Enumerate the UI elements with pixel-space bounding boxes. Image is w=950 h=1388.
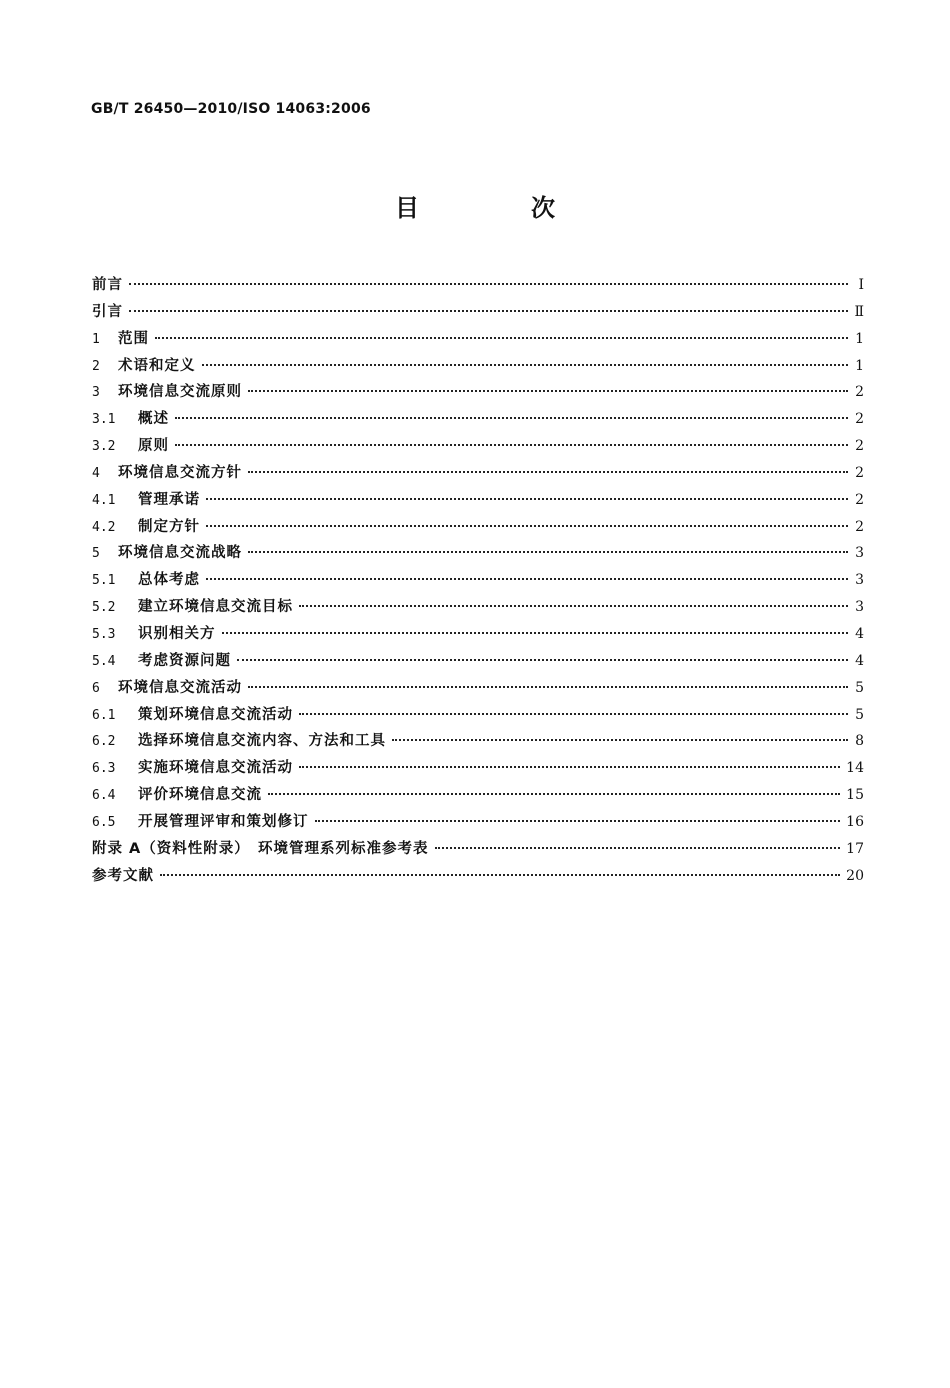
- toc-page-number: 8: [855, 733, 864, 750]
- toc-entry[interactable]: [92, 406, 864, 433]
- toc-page-number: 5: [855, 679, 864, 696]
- toc-page-number: 15: [846, 787, 864, 804]
- toc-section-title: 参考文献: [92, 867, 154, 884]
- toc-dot-leader: [175, 444, 848, 446]
- toc-entry-label: [92, 782, 262, 810]
- toc-entry-label: [92, 863, 154, 890]
- toc-entry-label: [92, 728, 386, 756]
- toc-section-title: 考虑资源问题: [138, 652, 231, 669]
- toc-section-title: 环境信息交流活动: [118, 679, 242, 696]
- toc-section-title: 概述: [138, 411, 169, 428]
- toc-dot-leader: [222, 632, 849, 634]
- toc-entry-label: [92, 379, 242, 407]
- toc-entry[interactable]: [92, 702, 864, 729]
- toc-page-number: 1: [855, 330, 864, 347]
- toc-section-title: 环境信息交流战略: [118, 545, 242, 562]
- toc-section-title: 识别相关方: [138, 625, 216, 642]
- toc-entry[interactable]: [92, 379, 864, 406]
- toc-page-number: 2: [855, 491, 864, 508]
- toc-section-title: 环境信息交流原则: [118, 384, 242, 401]
- toc-section-title: 策划环境信息交流活动: [138, 706, 293, 723]
- toc-dot-leader: [248, 471, 848, 473]
- toc-entry-label: [92, 621, 216, 649]
- toc-entry[interactable]: [92, 487, 864, 514]
- toc-entry[interactable]: [92, 353, 864, 380]
- toc-section-number: 1: [92, 331, 100, 347]
- toc-entry-label: [92, 648, 231, 676]
- toc-section-number: 6.4: [92, 788, 116, 804]
- toc-section-number: 3.2: [92, 439, 116, 455]
- toc-page-number: 3: [855, 545, 864, 562]
- toc-page-number: Ⅱ: [854, 303, 864, 320]
- toc-entry[interactable]: [92, 782, 864, 809]
- toc-section-number: 5.2: [92, 600, 116, 616]
- table-of-contents: [92, 272, 864, 889]
- toc-dot-leader: [248, 390, 848, 392]
- toc-section-title: 制定方针: [138, 518, 200, 535]
- toc-section-number: 5.4: [92, 653, 116, 669]
- toc-dot-leader: [237, 659, 848, 661]
- toc-entry[interactable]: [92, 728, 864, 755]
- toc-section-number: 5.3: [92, 626, 116, 642]
- toc-dot-leader: [175, 417, 848, 419]
- toc-entry-label: [92, 299, 123, 326]
- toc-section-title: 选择环境信息交流内容、方法和工具: [138, 733, 386, 750]
- toc-section-number: 6.2: [92, 734, 116, 750]
- toc-page-number: 20: [846, 867, 864, 884]
- toc-entry-label: [92, 836, 429, 863]
- toc-section-number: 6: [92, 680, 100, 696]
- toc-entry-label: [92, 460, 242, 488]
- toc-section-number: 6.1: [92, 707, 116, 723]
- toc-section-title: 实施环境信息交流活动: [138, 760, 293, 777]
- toc-page-number: 2: [855, 438, 864, 455]
- toc-entry-label: [92, 567, 200, 595]
- toc-page-number: 2: [855, 464, 864, 481]
- toc-entry-label: [92, 702, 293, 730]
- toc-section-title: 引言: [92, 303, 123, 320]
- toc-entry[interactable]: [92, 299, 864, 326]
- toc-section-number: 5: [92, 546, 100, 562]
- toc-dot-leader: [299, 713, 848, 715]
- toc-entry[interactable]: [92, 433, 864, 460]
- toc-page-number: Ⅰ: [858, 277, 864, 293]
- toc-page-number: 5: [855, 706, 864, 723]
- toc-section-number: 5.1: [92, 573, 116, 589]
- toc-dot-leader: [268, 793, 840, 795]
- toc-entry-label: [92, 675, 242, 703]
- toc-page-number: 2: [855, 384, 864, 401]
- toc-entry-label: [92, 353, 196, 381]
- toc-section-title: 评价环境信息交流: [138, 787, 262, 804]
- toc-section-number: 4: [92, 465, 100, 481]
- toc-dot-leader: [202, 364, 849, 366]
- toc-entry[interactable]: [92, 594, 864, 621]
- toc-page-number: 14: [846, 760, 864, 777]
- toc-entry-label: [92, 326, 149, 354]
- toc-section-title: 开展管理评审和策划修订: [138, 813, 309, 830]
- toc-dot-leader: [299, 766, 840, 768]
- toc-entry-label: [92, 755, 293, 783]
- toc-section-title: 原则: [138, 438, 169, 455]
- toc-dot-leader: [206, 498, 848, 500]
- toc-dot-leader: [206, 525, 848, 527]
- standard-number-header: GB/T 26450—2010/ISO 14063:2006: [91, 101, 371, 117]
- toc-page-number: 3: [855, 599, 864, 616]
- toc-dot-leader: [248, 551, 848, 553]
- toc-dot-leader: [248, 686, 848, 688]
- toc-section-title: 环境信息交流方针: [118, 464, 242, 481]
- toc-section-number: 2: [92, 358, 100, 374]
- toc-dot-leader: [155, 337, 848, 339]
- toc-entry-label: [92, 433, 169, 461]
- toc-section-number: 6.5: [92, 814, 116, 830]
- toc-entry[interactable]: [92, 648, 864, 675]
- toc-page-number: 2: [855, 411, 864, 428]
- toc-dot-leader: [160, 874, 840, 876]
- toc-entry[interactable]: [92, 514, 864, 541]
- toc-entry-label: [92, 809, 309, 837]
- toc-dot-leader: [435, 847, 841, 849]
- toc-page-number: 16: [846, 813, 864, 830]
- toc-dot-leader: [392, 739, 848, 741]
- toc-page-number: 3: [855, 572, 864, 589]
- toc-entry[interactable]: [92, 272, 864, 299]
- toc-section-number: 6.3: [92, 761, 116, 777]
- toc-entry-label: [92, 540, 242, 568]
- toc-page-number: 17: [846, 840, 864, 857]
- toc-section-title: 附录 A（资料性附录） 环境管理系列标准参考表: [92, 840, 429, 857]
- toc-section-number: 4.2: [92, 519, 116, 535]
- toc-page-number: 4: [855, 625, 864, 642]
- toc-dot-leader: [129, 283, 848, 285]
- toc-entry[interactable]: [92, 755, 864, 782]
- toc-entry[interactable]: [92, 836, 864, 863]
- toc-entry[interactable]: [92, 809, 864, 836]
- toc-entry[interactable]: [92, 675, 864, 702]
- toc-entry[interactable]: [92, 540, 864, 567]
- toc-section-number: 4.1: [92, 492, 116, 508]
- toc-entry-label: [92, 487, 200, 515]
- toc-dot-leader: [299, 605, 848, 607]
- toc-section-title: 建立环境信息交流目标: [138, 599, 293, 616]
- toc-section-title: 管理承诺: [138, 491, 200, 508]
- toc-page-number: 1: [855, 357, 864, 374]
- toc-entry[interactable]: [92, 326, 864, 353]
- toc-entry[interactable]: [92, 460, 864, 487]
- toc-section-title: 总体考虑: [138, 572, 200, 589]
- toc-page-number: 4: [855, 652, 864, 669]
- toc-entry[interactable]: [92, 567, 864, 594]
- toc-dot-leader: [315, 820, 841, 822]
- toc-entry-label: [92, 272, 123, 299]
- toc-entry[interactable]: [92, 863, 864, 890]
- toc-title: 目 次: [395, 194, 599, 222]
- toc-entry-label: [92, 594, 293, 622]
- toc-dot-leader: [206, 578, 848, 580]
- toc-section-number: 3.1: [92, 412, 116, 428]
- toc-section-number: 3: [92, 385, 100, 401]
- toc-page-number: 2: [855, 518, 864, 535]
- toc-entry[interactable]: [92, 621, 864, 648]
- toc-section-title: 前言: [92, 277, 123, 293]
- toc-entry-label: [92, 406, 169, 434]
- toc-entry-label: [92, 514, 200, 542]
- toc-section-title: 范围: [118, 330, 149, 347]
- toc-dot-leader: [129, 310, 848, 312]
- toc-section-title: 术语和定义: [118, 357, 196, 374]
